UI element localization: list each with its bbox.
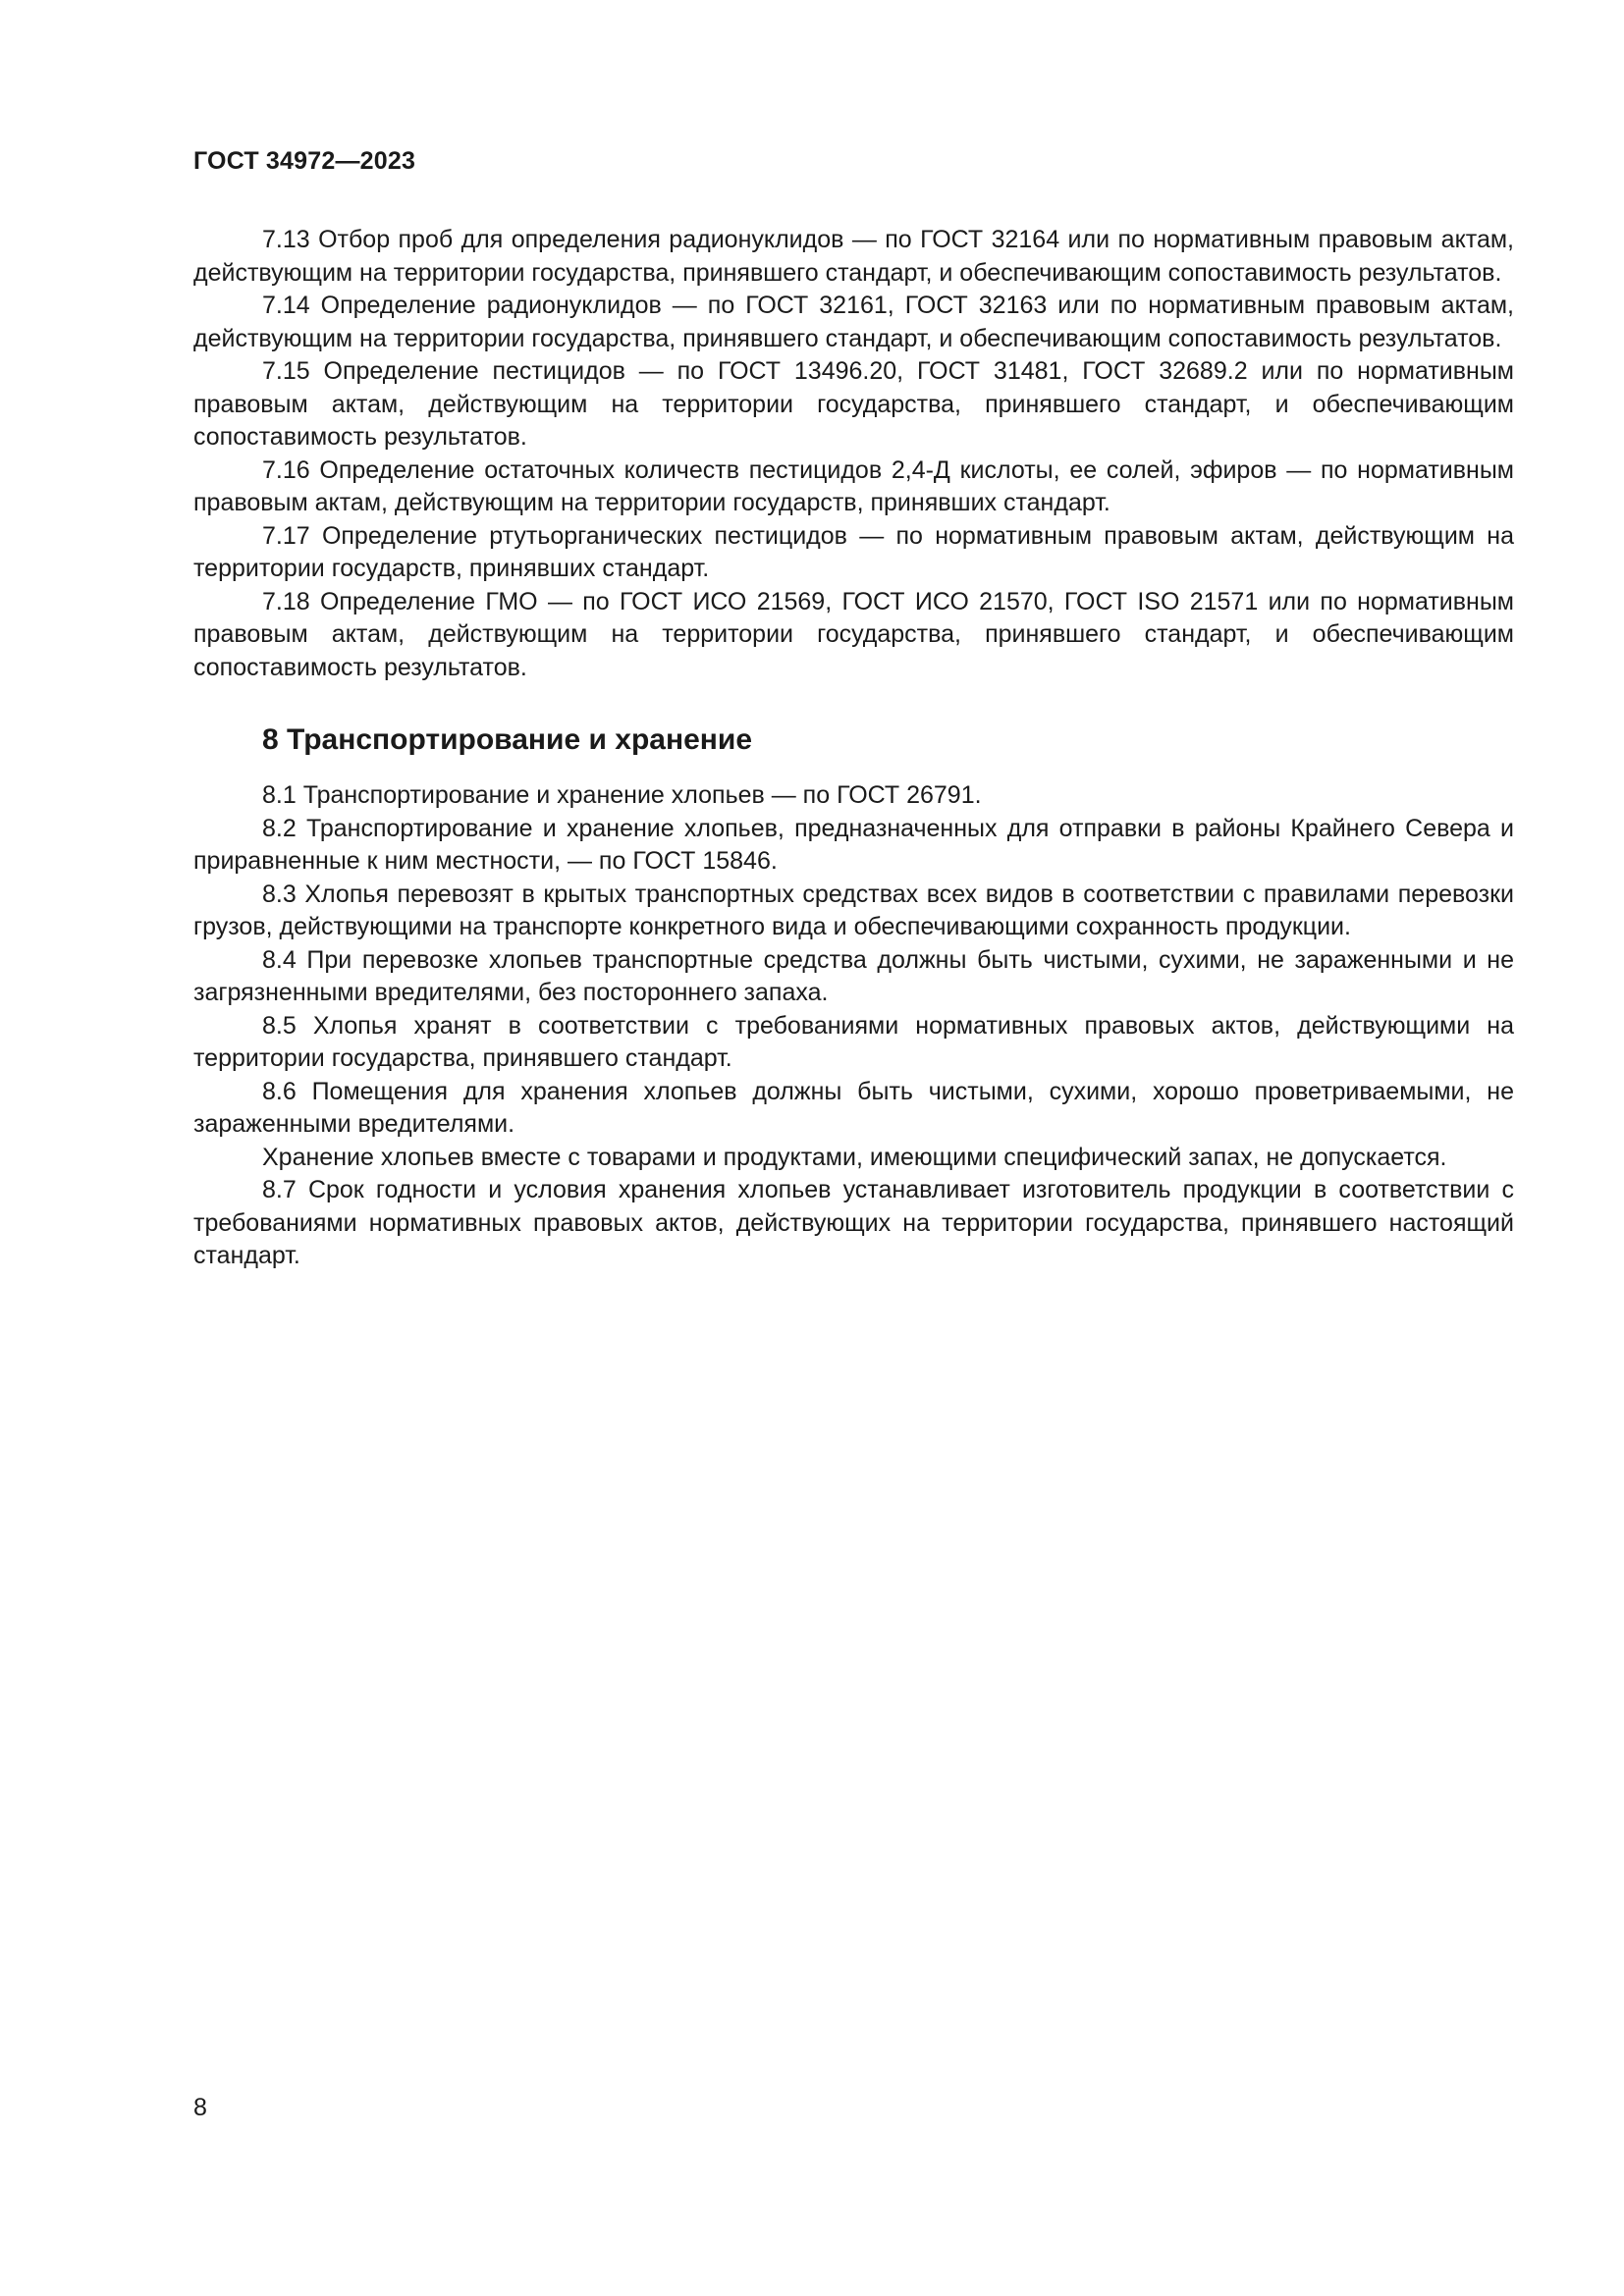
clause-8-7: 8.7 Срок годности и условия хранения хлопьев устанавливает изготовитель продукции в соответствии с требованиями нормативных правовых актов, действующих на территории государства, принявшего настоящий стандарт. [193,1176,1514,1269]
clause-7-16: 7.16 Определение остаточных количеств пестицидов 2,4-Д кислоты, ее солей, эфиров — по нормативным правовым актам, действующим на территории государств, принявших стандарт. [193,455,1514,516]
clause-8-6-note: Хранение хлопьев вместе с товарами и продуктами, имеющими специфический запах, не допускается. [262,1143,1447,1171]
page-number: 8 [193,2094,207,2121]
clause-8-1: 8.1 Транспортирование и хранение хлопьев — по ГОСТ 26791. [262,781,982,809]
clause-7-15: 7.15 Определение пестицидов — по ГОСТ 13496.20, ГОСТ 31481, ГОСТ 32689.2 или по нормативным правовым актам, действующим на территории государства, принявшего стандарт, и обеспечивающим сопоставимость результатов. [193,357,1514,451]
document-header: ГОСТ 34972—2023 [193,147,416,175]
clause-7-18: 7.18 Определение ГМО — по ГОСТ ИСО 21569, ГОСТ ИСО 21570, ГОСТ ISO 21571 или по нормативным правовым актам, действующим на территории государства, принявшего стандарт, и обеспечивающим сопоставимость результатов. [193,587,1514,681]
clause-8-4: 8.4 При перевозке хлопьев транспортные средства должны быть чистыми, сухими, не зараженными и не загрязненными вредителями, без постороннего запаха. [193,945,1514,1006]
document-body [193,224,1514,1273]
section-8-heading: 8 Транспортирование и хранение [262,723,753,756]
clause-8-6: 8.6 Помещения для хранения хлопьев должны быть чистыми, сухими, хорошо проветриваемыми, не зараженными вредителями. [193,1077,1514,1138]
clause-7-17: 7.17 Определение ртутьорганических пестицидов — по нормативным правовым актам, действующим на территории государств, принявших стандарт. [193,521,1514,582]
clause-8-3: 8.3 Хлопья перевозят в крытых транспортных средствах всех видов в соответствии с правилами перевозки грузов, действующими на транспорте конкретного вида и обеспечивающими сохранность продукции. [193,880,1514,940]
clause-8-5: 8.5 Хлопья хранят в соответствии с требованиями нормативных правовых актов, действующими на территории государства, принявшего стандарт. [193,1011,1514,1072]
clause-7-13: 7.13 Отбор проб для определения радионуклидов — по ГОСТ 32164 или по нормативным правовым актам, действующим на территории государства, принявшего стандарт, и обеспечивающим сопоставимость результатов. [193,226,1514,287]
clause-7-14: 7.14 Определение радионуклидов — по ГОСТ 32161, ГОСТ 32163 или по нормативным правовым актам, действующим на территории государства, принявшего стандарт, и обеспечивающим сопоставимость результатов. [193,292,1514,352]
clause-8-2: 8.2 Транспортирование и хранение хлопьев, предназначенных для отправки в районы Крайнего Севера и приравненные к ним местности, — по ГОСТ 15846. [193,814,1514,875]
